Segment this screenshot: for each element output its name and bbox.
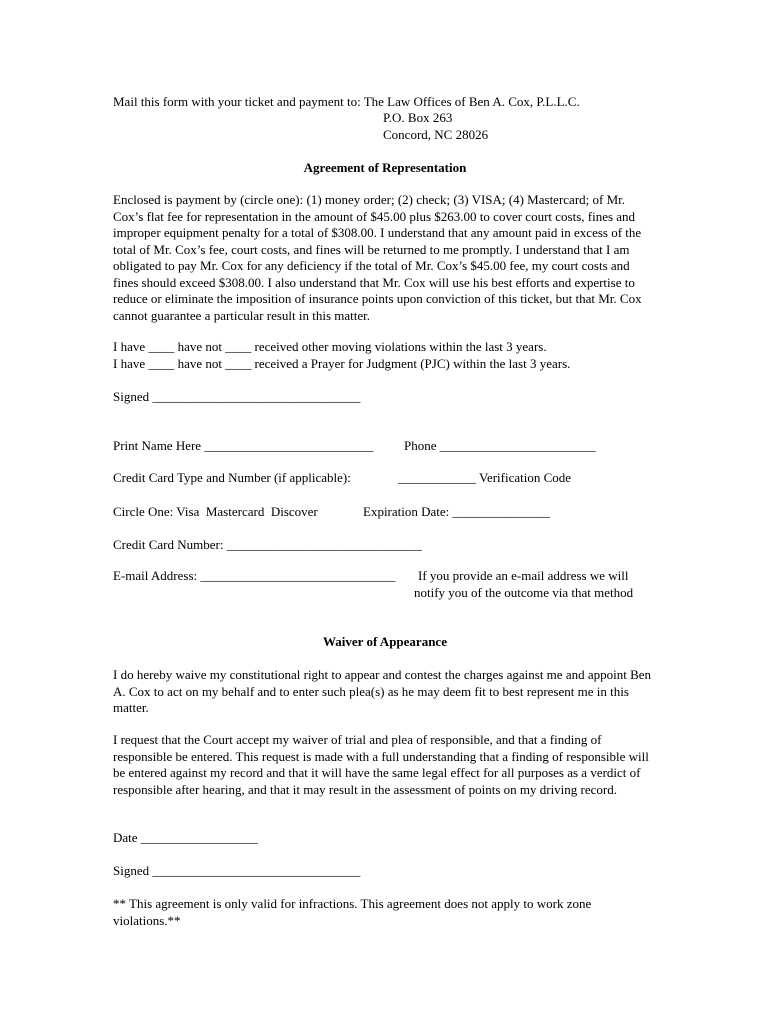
credit-card-type-label: Credit Card Type and Number (if applicable): [113, 470, 351, 485]
agreement-body: Enclosed is payment by (circle one): (1) money order; (2) check; (3) VISA; (4) Mastercard; of Mr. Cox’s flat fee for representation in the amount of $45.00 plus $263.00 to cover court costs, fines and improper equipment penalty for a total of $308.00. I understand that any amount paid in excess of the total of Mr. Cox’s fee, court costs, and fines will be returned to me promptly. I understand that I am obligated to pay Mr. Cox for any deficiency if the total of Mr. Cox’s $45.00 fee, my court costs and fines should exceed $308.00. I also understand that Mr. Cox will use his best efforts and expertise to reduce or eliminate the imposition of insurance points upon conviction of this ticket, but that Mr. Cox cannot guarantee a particular result in this matter. [113, 192, 642, 323]
agreement-signature-line: Signed ________________________________ [113, 389, 361, 404]
pjc-line: I have ____ have not ____ received a Prayer for Judgment (PJC) within the last 3 years. [113, 356, 571, 371]
expiration-date-field: Expiration Date: _______________ [363, 504, 551, 519]
print-name-field: Print Name Here __________________________ [113, 438, 374, 453]
phone-field: Phone ________________________ [404, 438, 596, 453]
waiver-paragraph-2: I request that the Court accept my waiver of trial and plea of responsible, and that a finding of responsible be entered. This request is made with a full understanding that a finding of responsible will be entered against my record and that it will have the same legal effect for all purposes as a verdict of responsible after hearing, and that it may result in the assessment of points on my driving record. [113, 732, 649, 797]
po-box: P.O. Box 263 [383, 110, 453, 125]
card-brand-choice: Circle One: Visa Mastercard Discover [113, 504, 318, 519]
agreement-title: Agreement of Representation [303, 160, 467, 175]
moving-violations-line: I have ____ have not ____ received other moving violations within the last 3 years. [113, 339, 547, 354]
email-note-line-2: notify you of the outcome via that method [414, 585, 634, 600]
footer-note: ** This agreement is only valid for infractions. This agreement does not apply to work zone violations.** [113, 896, 592, 928]
email-field: E-mail Address: ______________________________ [113, 568, 396, 583]
waiver-paragraph-1: I do hereby waive my constitutional right to appear and contest the charges against me and appoint Ben A. Cox to act on my behalf and to enter such plea(s) as he may deem fit to best represent me in this matter. [113, 667, 652, 715]
city-address: Concord, NC 28026 [383, 127, 489, 142]
verification-code-field: ____________ Verification Code [398, 470, 572, 485]
email-note-line-1: If you provide an e-mail address we will [418, 568, 629, 583]
mail-instruction: Mail this form with your ticket and payment to: The Law Offices of Ben A. Cox, P.L.L.C. [113, 94, 580, 109]
waiver-signature-line: Signed ________________________________ [113, 863, 361, 878]
waiver-title: Waiver of Appearance [323, 634, 447, 649]
credit-card-number-field: Credit Card Number: ______________________________ [113, 537, 422, 552]
date-field: Date __________________ [113, 830, 258, 845]
